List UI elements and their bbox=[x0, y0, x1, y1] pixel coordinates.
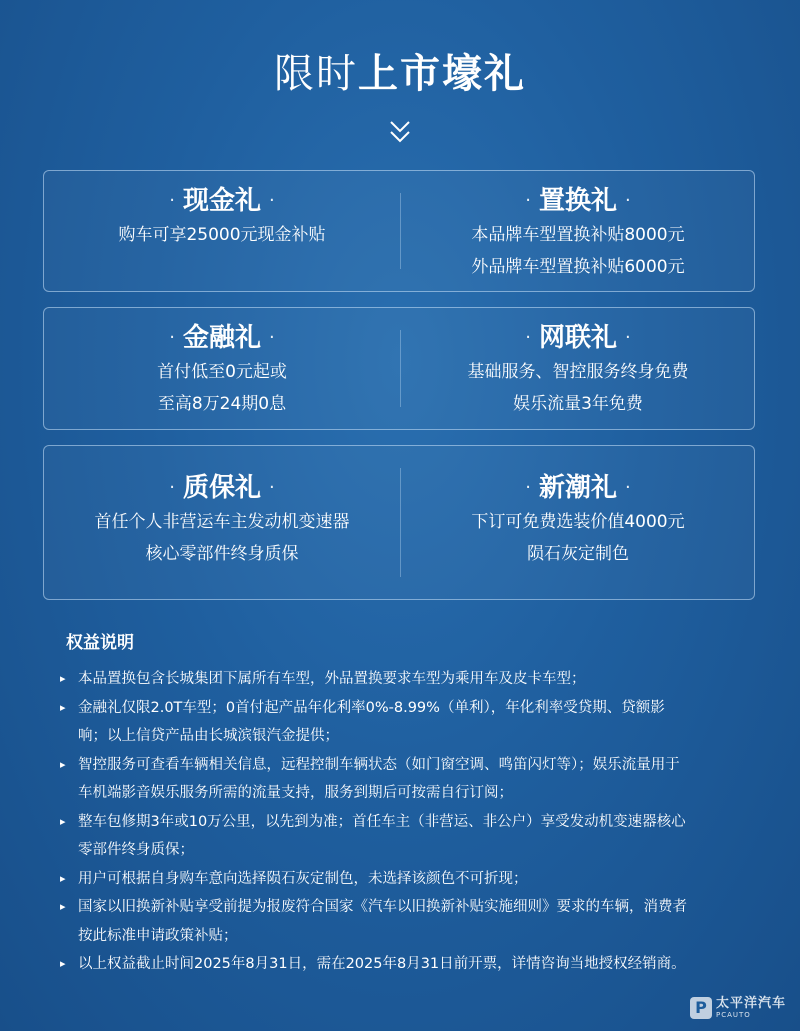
gift-card-1 bbox=[43, 170, 755, 292]
caret-right-icon: ▸ bbox=[60, 757, 66, 771]
caret-right-icon: ▸ bbox=[60, 814, 66, 828]
gift-connectivity bbox=[400, 308, 756, 420]
gift-warranty bbox=[44, 458, 400, 570]
pcauto-logo bbox=[690, 997, 786, 1019]
caret-right-icon: ▸ bbox=[60, 672, 66, 685]
gift-line: 购车可享25000元现金补贴 bbox=[118, 225, 326, 245]
pcauto-logo-icon: P bbox=[690, 997, 712, 1019]
gift-line: 核心零部件终身质保 bbox=[145, 544, 299, 564]
gift-title: · 金融礼 · bbox=[169, 323, 275, 353]
gift-line: 陨石灰定制色 bbox=[527, 544, 629, 564]
note-item: ▸ 本品置换包含长城集团下属所有车型，外品置换要求车型为乘用车及皮卡车型； bbox=[66, 665, 736, 694]
note-item: ▸ 金融礼仅限2.0T车型；0首付起产品年化利率0%-8.99%（单利），年化利率受贷期、贷额影 响；以上信贷产品由长城滨银汽金提供； bbox=[66, 694, 736, 751]
caret-right-icon: ▸ bbox=[60, 957, 66, 970]
gift-card-3 bbox=[43, 445, 755, 600]
note-item: ▸ 用户可根据自身购车意向选择陨石灰定制色，未选择该颜色不可折现； bbox=[66, 865, 736, 894]
gift-line: 首任个人非营运车主发动机变速器 bbox=[94, 512, 350, 532]
gift-card-2 bbox=[43, 307, 755, 430]
title-bold: 上市壕礼 bbox=[358, 51, 526, 97]
page-title bbox=[0, 50, 800, 98]
logo-sub: PCAUTO bbox=[715, 1011, 751, 1019]
note-item: ▸ 以上权益截止时间2025年8月31日，需在2025年8月31日前开票，详情咨询当地授权经销商。 bbox=[66, 950, 736, 979]
title-light: 限时 bbox=[274, 51, 358, 97]
double-chevron-down-icon bbox=[388, 118, 412, 148]
gift-line: 下订可免费选装价值4000元 bbox=[471, 512, 685, 532]
caret-right-icon: ▸ bbox=[60, 871, 66, 885]
gift-line: 娱乐流量3年免费 bbox=[513, 394, 643, 414]
benefit-notes bbox=[60, 628, 736, 979]
note-item: ▸ 整车包修期3年或10万公里，以先到为准；首任车主（非营运、非公户）享受发动机变速器核心 零部件终身质保； bbox=[66, 808, 736, 865]
gift-line: 至高8万24期0息 bbox=[157, 394, 287, 414]
gift-line: 本品牌车型置换补贴8000元 bbox=[471, 225, 685, 245]
gift-title: · 网联礼 · bbox=[525, 323, 631, 353]
logo-name: 太平洋汽车 bbox=[715, 996, 786, 1011]
gift-line: 基础服务、智控服务终身免费 bbox=[467, 362, 689, 382]
gift-cash bbox=[44, 171, 400, 251]
gift-title: · 质保礼 · bbox=[169, 473, 275, 503]
gift-tradein bbox=[400, 171, 756, 283]
gift-line: 外品牌车型置换补贴6000元 bbox=[471, 257, 685, 277]
gift-title: · 新潮礼 · bbox=[525, 473, 631, 503]
gift-trend bbox=[400, 458, 756, 570]
notes-title: 权益说明 bbox=[66, 633, 134, 653]
gift-title: · 置换礼 · bbox=[525, 186, 631, 216]
note-item: ▸ 智控服务可查看车辆相关信息，远程控制车辆状态（如门窗空调、鸣笛闪灯等）；娱乐流量用于 车机端影音娱乐服务所需的流量支持，服务到期后可按需自行订阅； bbox=[66, 751, 736, 808]
gift-finance bbox=[44, 308, 400, 420]
caret-right-icon: ▸ bbox=[60, 700, 66, 714]
gift-line: 首付低至0元起或 bbox=[157, 362, 287, 382]
caret-right-icon: ▸ bbox=[60, 900, 66, 913]
gift-title: · 现金礼 · bbox=[169, 186, 275, 216]
note-item: ▸ 国家以旧换新补贴享受前提为报废符合国家《汽车以旧换新补贴实施细则》要求的车辆，消费者 按此标准申请政策补贴； bbox=[66, 893, 736, 950]
